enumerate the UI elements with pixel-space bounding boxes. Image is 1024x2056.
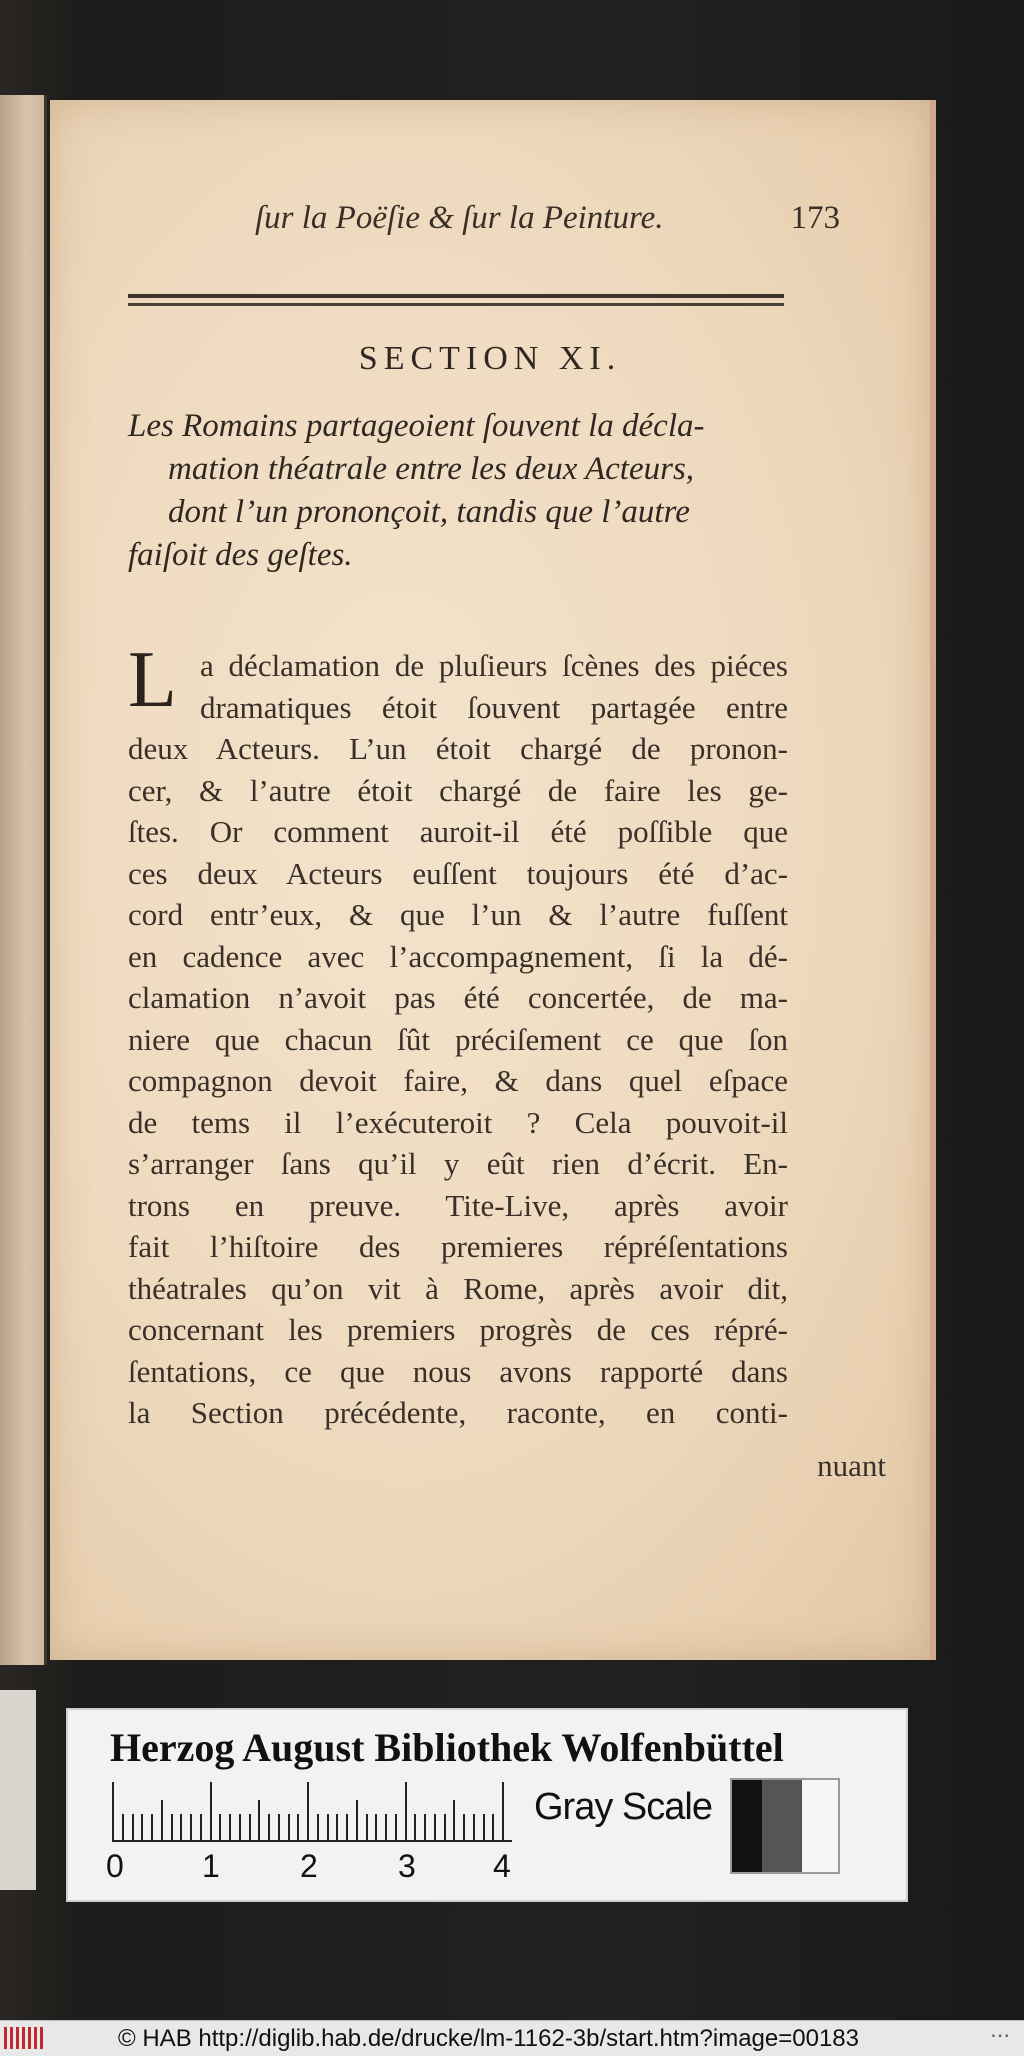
header-rule — [128, 294, 784, 298]
ruler-tick — [171, 1814, 173, 1840]
adjacent-page-edge — [0, 95, 47, 1665]
ruler-tick — [200, 1814, 202, 1840]
drop-cap: L — [128, 636, 177, 724]
ruler-tick — [424, 1814, 426, 1840]
ruler-tick — [132, 1814, 134, 1840]
body-line: de tems il l’exécuteroit ? Cela pouvoit-il — [128, 1104, 788, 1140]
card-title: Herzog August Bibliothek Wolfenbüttel — [110, 1725, 784, 1770]
ruler-tick — [161, 1800, 163, 1840]
scale-number: 1 — [202, 1848, 220, 1884]
ruler-tick — [180, 1814, 182, 1840]
catchword: nuant — [817, 1448, 886, 1483]
body-line: la Section précédente, raconte, en conti- — [128, 1395, 788, 1430]
ruler-tick — [151, 1814, 153, 1840]
ruler-tick — [258, 1800, 260, 1840]
body-line: concernant les premiers progrès de ces répré- — [128, 1312, 788, 1347]
section-title-line: Les Romains partageoient ſouvent la décla- — [128, 408, 705, 444]
ruler-tick — [375, 1814, 377, 1840]
ruler-tick — [395, 1814, 397, 1840]
reference-card — [66, 1708, 908, 1902]
ruler-tick — [249, 1814, 251, 1840]
footer-link[interactable]: © HAB http://diglib.hab.de/drucke/lm-1162-3b/start.htm?image=00183 — [118, 2025, 859, 2052]
body-line: niere que chacun ſût préciſement ce que ſon — [128, 1021, 788, 1057]
ruler-tick — [229, 1814, 231, 1840]
ruler-tick — [190, 1814, 192, 1840]
ruler-tick — [473, 1814, 475, 1840]
ruler-tick — [463, 1814, 465, 1840]
body-line: s’arranger ſans qu’il y eût rien d’écrit. En- — [128, 1146, 788, 1181]
scale-number: 3 — [398, 1848, 416, 1884]
body-line: fait l’hiſtoire des premieres répréſentations — [128, 1229, 788, 1264]
swatch-gray — [762, 1780, 802, 1872]
body-line: ces deux Acteurs euſſent toujours été d’ac- — [128, 855, 788, 891]
section-heading: SECTION XI. — [358, 340, 622, 377]
ruler-tick — [336, 1814, 338, 1840]
ruler-tick — [502, 1782, 504, 1840]
body-line: trons en preuve. Tite-Live, après avoir — [128, 1187, 788, 1223]
ruler-tick — [288, 1814, 290, 1840]
section-title-line: mation théatrale entre les deux Acteurs, — [168, 451, 695, 487]
scale-number: 2 — [300, 1848, 318, 1884]
ruler-tick — [307, 1782, 309, 1840]
body-line: a déclamation de pluſieurs ſcènes des piéces — [200, 648, 788, 683]
hab-logo-icon — [4, 2027, 44, 2049]
ruler-tick — [366, 1814, 368, 1840]
section-title-line: dont l’un prononçoit, tandis que l’autre — [168, 494, 690, 530]
section-title — [128, 405, 798, 577]
section-title-line: faiſoit des geſtes. — [128, 537, 353, 573]
body-line: compagnon devoit faire, & dans quel eſpace — [128, 1063, 788, 1098]
body-line: cer, & l’autre étoit chargé de faire les ge- — [128, 772, 788, 808]
gray-scale-label: Gray Scale — [534, 1786, 712, 1828]
ruler-tick — [210, 1782, 212, 1840]
body-line: ſentations, ce que nous avons rapporté dans — [128, 1353, 788, 1389]
ruler-tick — [414, 1814, 416, 1840]
swatch-black — [732, 1780, 762, 1872]
ruler-tick — [112, 1782, 114, 1840]
page-number: 173 — [790, 200, 840, 236]
body-line: en cadence avec l’accompagnement, ſi la dé- — [128, 938, 788, 974]
gray-swatches — [730, 1778, 840, 1874]
footer-bar — [0, 2020, 1024, 2056]
ruler-tick — [346, 1814, 348, 1840]
body-line: cord entr’eux, & que l’un & l’autre fuſſent — [128, 897, 788, 932]
scale-ruler — [112, 1780, 512, 1842]
ruler-tick — [268, 1814, 270, 1840]
ruler-tick — [327, 1814, 329, 1840]
running-title: ſur la Poëſie & ſur la Peinture. — [255, 200, 664, 236]
body-line: clamation n’avoit pas été concertée, de ma- — [128, 980, 788, 1015]
body-line: ſtes. Or comment auroit-il été poſſible que — [128, 814, 788, 849]
ruler-tick — [219, 1814, 221, 1840]
ruler-tick — [434, 1814, 436, 1840]
swatch-white — [802, 1780, 838, 1872]
ruler-tick — [239, 1814, 241, 1840]
scale-number: 0 — [106, 1848, 124, 1884]
ruler-tick — [141, 1814, 143, 1840]
ruler-tick — [405, 1782, 407, 1840]
ruler-tick — [492, 1814, 494, 1840]
ruler-tick — [122, 1814, 124, 1840]
ruler-tick — [278, 1814, 280, 1840]
ruler-tick — [453, 1800, 455, 1840]
ruler-tick — [356, 1800, 358, 1840]
scale-number: 4 — [493, 1848, 511, 1884]
ruler-tick — [317, 1814, 319, 1840]
ruler-tick — [297, 1814, 299, 1840]
ruler-tick — [444, 1814, 446, 1840]
adjacent-card-edge — [0, 1690, 36, 1890]
body-line: dramatiques étoit ſouvent partagée entre — [200, 689, 788, 725]
body-text — [128, 645, 788, 1434]
ruler-tick — [385, 1814, 387, 1840]
ruler-tick — [483, 1814, 485, 1840]
more-icon[interactable]: ⋯ — [990, 2023, 1010, 2047]
body-line: théatrales qu’on vit à Rome, après avoir dit, — [128, 1270, 788, 1306]
header-rule-thin — [128, 303, 784, 306]
body-line: deux Acteurs. L’un étoit chargé de pronon- — [128, 731, 788, 766]
